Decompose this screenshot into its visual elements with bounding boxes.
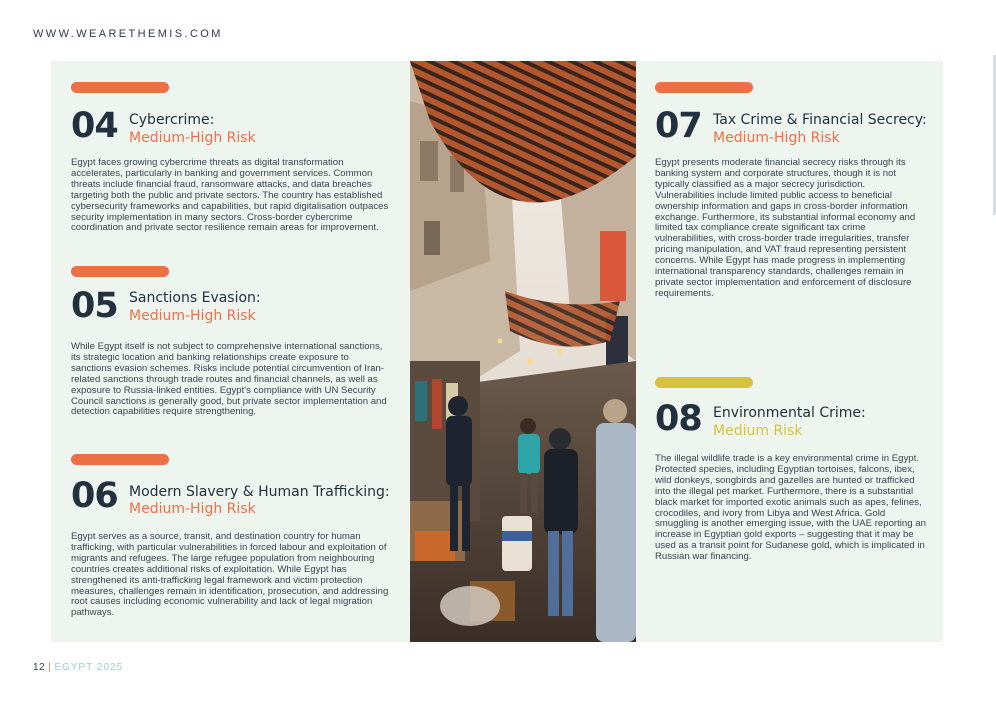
photo-illustration <box>410 61 636 642</box>
risk-level: Medium-High Risk <box>713 130 840 146</box>
section-number: 05 <box>71 286 118 326</box>
section-cybercrime <box>71 82 391 252</box>
section-tax-crime <box>655 82 940 332</box>
section-environmental-crime <box>655 377 940 597</box>
section-title: Sanctions Evasion: <box>129 290 261 306</box>
section-title: Cybercrime: <box>129 112 215 128</box>
right-panel <box>636 61 943 642</box>
risk-level: Medium-High Risk <box>129 130 256 146</box>
market-street-photo <box>410 61 636 642</box>
section-title: Modern Slavery & Human Trafficking: <box>129 484 390 500</box>
section-accent-bar <box>71 266 169 277</box>
risk-level: Medium-High Risk <box>129 501 256 517</box>
risk-level: Medium Risk <box>713 423 803 439</box>
risk-level: Medium-High Risk <box>129 308 256 324</box>
section-accent-bar <box>71 82 169 93</box>
section-number: 08 <box>655 399 702 439</box>
section-title: Environmental Crime: <box>713 405 866 421</box>
section-body: The illegal wildlife trade is a key environmental crime in Egypt. Protected species, including Egyptian tortoises, falcons, ibex, wild donkeys, songbirds and gazelles are hunted or trafficked into the illegal pet market. Furthermore, there is a substantial black market for imported exotic animals such as apes, felines, crocodiles, and ivory from Libya and West Africa. Gold smuggling is another emerging issue, with the UAE reporting an increase in Egyptian gold exports – suggesting that it may be used as a transit point for Sudanese gold, which is implicated in Russian war financing. <box>655 453 926 563</box>
section-body: Egypt presents moderate financial secrecy risks through its banking system and corporate structures, though it is not typically classified as a major secrecy jurisdiction. Vulnerabilities include limited public access to beneficial ownership information and gaps in cross-border information exchange. Furthermore, its substantial informal economy and limited tax compliance create significant tax crime vulnerabilities, with cross-border trade irregularities, transfer pricing manipulation, and VAT fraud representing persistent concerns. While Egypt has made progress in implementing international transparency standards, challenges remain in private sector implementation and enforcement of disclosure requirements. <box>655 157 916 299</box>
section-number: 04 <box>71 106 118 146</box>
footer-separator: | <box>48 662 52 673</box>
footer-label: EGYPT 2025 <box>54 662 124 673</box>
section-title: Tax Crime & Financial Secrecy: <box>713 112 927 128</box>
section-body: Egypt serves as a source, transit, and destination country for human trafficking, with particular vulnerabilities in forced labour and exploitation of migrants and refugees. The large refugee population from neighbouring countries creates additional risks of exploitation. While Egypt has strengthened its anti-trafficking legal framework and victim protection measures, challenges remain in identification, prosecution, and addressing root causes including economic vulnerability and lack of legal migration pathways. <box>71 531 389 619</box>
section-number: 06 <box>71 476 118 516</box>
section-accent-bar <box>71 454 169 465</box>
website-url[interactable]: WWW.WEARETHEMIS.COM <box>33 28 223 40</box>
section-number: 07 <box>655 106 702 146</box>
section-accent-bar <box>655 377 753 388</box>
section-modern-slavery <box>71 454 396 629</box>
left-panel <box>51 61 410 642</box>
section-accent-bar <box>655 82 753 93</box>
section-sanctions-evasion <box>71 266 391 441</box>
page-number: 12 <box>33 662 45 673</box>
section-body: While Egypt itself is not subject to comprehensive international sanctions, its strategic location and banking relationships create exposure to sanctions evasion schemes. Risks include potential circumvention of Iran-related sanctions through trade routes and financial channels, as well as exposure to Russia-linked entities. Egypt's compliance with UN Security Council sanctions is generally good, but private sector implementation and detection capabilities require strengthening. <box>71 341 387 418</box>
page-footer <box>33 662 123 673</box>
section-body: Egypt faces growing cybercrime threats as digital transformation accelerates, particularly in banking and government services. Common threats include financial fraud, ransomware attacks, and data breaches targeting both the public and private sectors. The country has established cybersecurity frameworks and capabilities, but rapid digitalisation outpaces security implementation in many sectors. Cross-border cybercrime coordination and private sector resilience remain areas for improvement. <box>71 157 389 234</box>
